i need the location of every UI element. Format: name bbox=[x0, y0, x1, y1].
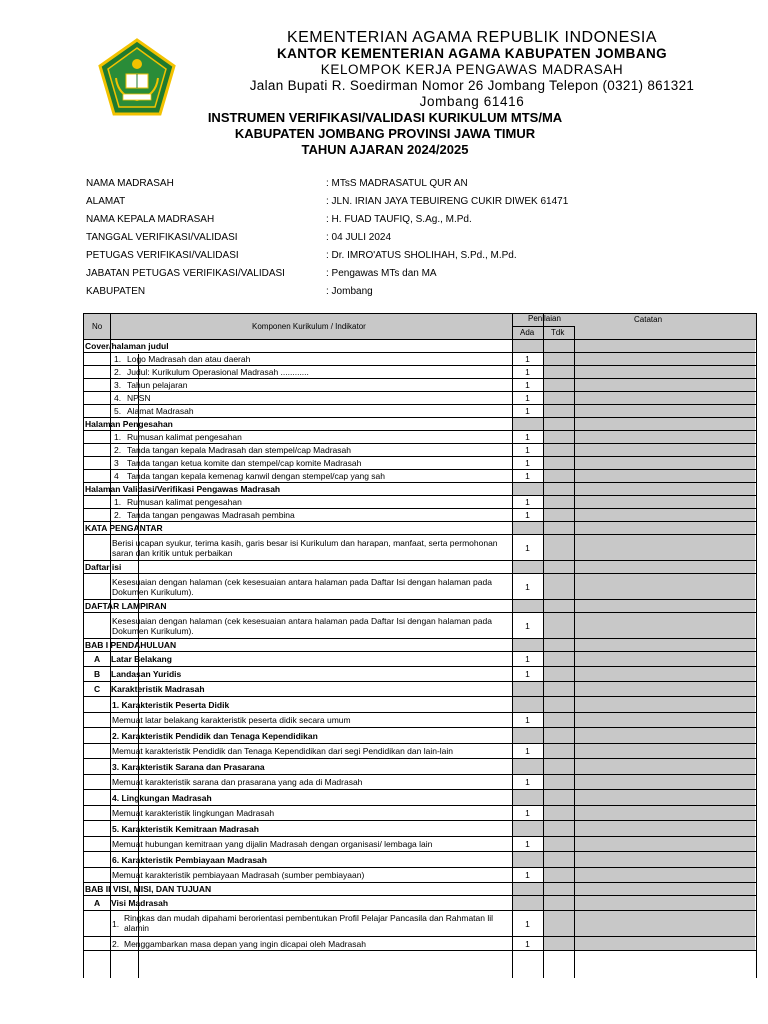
item-letter: A bbox=[94, 654, 101, 664]
item-number: 2. bbox=[114, 367, 122, 377]
score-ada: 1 bbox=[525, 445, 530, 455]
table-row bbox=[84, 728, 756, 744]
item-text: Kesesuaian dengan halaman (cek kesesuaian antara halaman pada Daftar Isi dengan halaman pada Dokumen Kurikulum). bbox=[112, 577, 492, 597]
letterhead bbox=[96, 30, 736, 110]
kop-line-4: Jalan Bupati R. Soedirman Nomor 26 Jombang Telepon (0321) 861321 bbox=[249, 78, 695, 93]
identity-label: PETUGAS VERIFIKASI/VALIDASI bbox=[86, 250, 239, 261]
subsection-title: 5. Karakteristik Kemitraan Madrasah bbox=[112, 824, 259, 834]
score-ada: 1 bbox=[525, 458, 530, 468]
item-letter: A bbox=[94, 898, 101, 908]
identity-row bbox=[86, 232, 686, 250]
table-row bbox=[84, 418, 756, 431]
title-line-3: TAHUN AJARAN 2024/2025 bbox=[301, 142, 469, 157]
score-ada: 1 bbox=[525, 582, 530, 592]
item-number: 4. bbox=[114, 393, 122, 403]
table-row bbox=[84, 574, 756, 600]
header-catatan: Catatan bbox=[634, 315, 663, 324]
item-text: Karakteristik Madrasah bbox=[111, 684, 205, 694]
item-text: NPSN bbox=[127, 393, 151, 403]
item-text: Rumusan kalimat pengesahan bbox=[127, 432, 242, 442]
score-ada: 1 bbox=[525, 715, 530, 725]
identity-label: JABATAN PETUGAS VERIFIKASI/VALIDASI bbox=[86, 268, 285, 279]
identity-value: : Jombang bbox=[326, 286, 373, 297]
table-row bbox=[84, 713, 756, 728]
table-row bbox=[84, 600, 756, 613]
table-row bbox=[84, 790, 756, 806]
score-ada: 1 bbox=[525, 432, 530, 442]
table-row bbox=[84, 444, 756, 457]
table-row bbox=[84, 652, 756, 667]
kop-line-1: KEMENTERIAN AGAMA REPUBLIK INDONESIA bbox=[286, 29, 658, 46]
item-text: Latar Belakang bbox=[111, 654, 172, 664]
grid-line bbox=[110, 314, 111, 978]
item-text: Tanda tangan ketua komite dan stempel/cap komite Madrasah bbox=[127, 458, 362, 468]
item-text: Rumusan kalimat pengesahan bbox=[127, 497, 242, 507]
item-text: Visi Madrasah bbox=[111, 898, 169, 908]
table-row bbox=[84, 667, 756, 682]
identity-value: : Pengawas MTs dan MA bbox=[326, 268, 437, 279]
item-number: 5. bbox=[114, 406, 122, 416]
table-row bbox=[84, 366, 756, 379]
table-row bbox=[84, 775, 756, 790]
table-row bbox=[84, 353, 756, 366]
subsection-title: 2. Karakteristik Pendidik dan Tenaga Kependidikan bbox=[112, 731, 318, 741]
table-row bbox=[84, 837, 756, 852]
title-line-2: KABUPATEN JOMBANG PROVINSI JAWA TIMUR bbox=[234, 126, 536, 141]
score-ada: 1 bbox=[525, 746, 530, 756]
identity-value: : Dr. IMRO'ATUS SHOLIHAH, S.Pd., M.Pd. bbox=[326, 250, 517, 261]
item-text: Logo Madrasah dan atau daerah bbox=[127, 354, 251, 364]
table-row bbox=[84, 392, 756, 405]
subsection-title: 4. Lingkungan Madrasah bbox=[112, 793, 212, 803]
identity-label: TANGGAL VERIFIKASI/VALIDASI bbox=[86, 232, 238, 243]
section-title: KATA PENGANTAR bbox=[85, 523, 163, 533]
table-row bbox=[84, 340, 756, 353]
table-row bbox=[84, 561, 756, 574]
header-ada: Ada bbox=[520, 328, 535, 337]
table-row bbox=[84, 937, 756, 951]
item-number: 1. bbox=[114, 497, 122, 507]
table-row bbox=[84, 883, 756, 896]
table-row bbox=[84, 868, 756, 883]
score-ada: 1 bbox=[525, 380, 530, 390]
item-number: 2. bbox=[112, 939, 120, 949]
item-number: 1. bbox=[112, 919, 120, 929]
header-no: No bbox=[92, 322, 103, 331]
identity-row bbox=[86, 178, 686, 196]
identity-row bbox=[86, 286, 686, 304]
score-ada: 1 bbox=[525, 808, 530, 818]
document-title bbox=[150, 110, 620, 158]
item-text: Tahun pelajaran bbox=[127, 380, 188, 390]
score-ada: 1 bbox=[525, 497, 530, 507]
score-ada: 1 bbox=[525, 939, 530, 949]
grid-line bbox=[512, 314, 513, 978]
score-ada: 1 bbox=[525, 393, 530, 403]
score-ada: 1 bbox=[525, 406, 530, 416]
item-text: Judul: Kurikulum Operasional Madrasah ............ bbox=[127, 367, 309, 377]
subsection-title: 6. Karakteristik Pembiayaan Madrasah bbox=[112, 855, 267, 865]
identity-label: NAMA KEPALA MADRASAH bbox=[86, 214, 215, 225]
identity-value: : H. FUAD TAUFIQ, S.Ag., M.Pd. bbox=[326, 214, 472, 225]
item-text: Berisi ucapan syukur, terima kasih, garis besar isi Kurikulum dan harapan, manfaat, serta permohonan saran dan kritik untuk perbaikan bbox=[112, 538, 498, 558]
table-row bbox=[84, 911, 756, 937]
item-number: 2. bbox=[114, 445, 122, 455]
section-title: BAB I PENDAHULUAN bbox=[85, 640, 177, 650]
table-row bbox=[84, 470, 756, 483]
item-number: 3 bbox=[114, 458, 119, 468]
score-ada: 1 bbox=[525, 777, 530, 787]
header-komponen: Komponen Kurikulum / Indikator bbox=[252, 322, 366, 331]
table-row bbox=[84, 744, 756, 759]
item-text: Tanda tangan kepala Madrasah dan stempel/cap Madrasah bbox=[127, 445, 351, 455]
item-number: 3. bbox=[114, 380, 122, 390]
identity-value: : MTsS MADRASATUL QUR AN bbox=[326, 178, 468, 189]
table-row bbox=[84, 639, 756, 652]
table-row bbox=[84, 509, 756, 522]
score-ada: 1 bbox=[525, 669, 530, 679]
score-ada: 1 bbox=[525, 870, 530, 880]
table-row bbox=[84, 682, 756, 697]
section-title: Daftar isi bbox=[85, 562, 122, 572]
score-ada: 1 bbox=[525, 543, 530, 553]
section-title: Halaman Validasi/Verifikasi Pengawas Madrasah bbox=[85, 484, 281, 494]
subsection-title: 1. Karakteristik Peserta Didik bbox=[112, 700, 230, 710]
item-text: Memuat karakteristik Pendidik dan Tenaga Kependidikan dari segi Pendidikan dan lain-lain bbox=[112, 746, 454, 756]
item-number: 1. bbox=[114, 432, 122, 442]
identity-row bbox=[86, 250, 686, 268]
item-text: Landasan Yuridis bbox=[111, 669, 182, 679]
identity-value: : 04 JULI 2024 bbox=[326, 232, 392, 243]
grid-line bbox=[138, 354, 139, 978]
score-ada: 1 bbox=[525, 471, 530, 481]
identity-label: KABUPATEN bbox=[86, 286, 146, 297]
item-text: Tanda tangan pengawas Madrasah pembina bbox=[127, 510, 295, 520]
table-row bbox=[84, 457, 756, 470]
subsection-title: 3. Karakteristik Sarana dan Prasarana bbox=[112, 762, 265, 772]
score-ada: 1 bbox=[525, 919, 530, 929]
header-penilaian: Penilaian bbox=[528, 314, 561, 323]
table-row bbox=[84, 821, 756, 837]
header-tdk: Tdk bbox=[551, 328, 565, 337]
table-row bbox=[84, 759, 756, 775]
table-row bbox=[84, 431, 756, 444]
identity-row bbox=[86, 196, 686, 214]
item-text: Memuat karakteristik sarana dan prasarana yang ada di Madrasah bbox=[112, 777, 363, 787]
item-text: Memuat latar belakang karakteristik peserta didik secara umum bbox=[112, 715, 351, 725]
identity-label: NAMA MADRASAH bbox=[86, 178, 174, 189]
item-text: Kesesuaian dengan halaman (cek kesesuaian antara halaman pada Daftar Isi dengan halaman pada Dokumen Kurikulum). bbox=[112, 616, 492, 636]
table-row bbox=[84, 379, 756, 392]
section-title: BAB II VISI, MISI, DAN TUJUAN bbox=[85, 884, 212, 894]
item-text: Memuat hubungan kemitraan yang dijalin Madrasah dengan organisasi/ lembaga lain bbox=[112, 839, 433, 849]
item-text: Menggambarkan masa depan yang ingin dicapai oleh Madrasah bbox=[124, 939, 366, 949]
kop-line-3: KELOMPOK KERJA PENGAWAS MADRASAH bbox=[320, 62, 624, 77]
grid-line bbox=[543, 314, 544, 978]
item-letter: B bbox=[94, 669, 101, 679]
identity-label: ALAMAT bbox=[86, 196, 126, 207]
item-text: Memuat karakteristik pembiayaan Madrasah (sumber pembiayaan) bbox=[112, 870, 365, 880]
section-title: Cover/halaman judul bbox=[85, 341, 169, 351]
item-text: Tanda tangan kepala kemenag kanwil dengan stempel/cap yang sah bbox=[127, 471, 386, 481]
item-text: Alamat Madrasah bbox=[127, 406, 194, 416]
table-row bbox=[84, 613, 756, 639]
score-ada: 1 bbox=[525, 354, 530, 364]
item-number: 1. bbox=[114, 354, 122, 364]
table-row bbox=[84, 806, 756, 821]
kemenag-logo-icon bbox=[96, 38, 178, 118]
score-ada: 1 bbox=[525, 621, 530, 631]
item-letter: C bbox=[94, 684, 101, 694]
item-text: Ringkas dan mudah dipahami berorientasi pembentukan Profil Pelajar Pancasila dan Rahmatan lil alamin bbox=[124, 913, 494, 933]
table-row bbox=[84, 896, 756, 911]
score-ada: 1 bbox=[525, 839, 530, 849]
table-row bbox=[84, 496, 756, 509]
grid-line bbox=[574, 326, 575, 978]
identity-row bbox=[86, 214, 686, 232]
item-number: 2. bbox=[114, 510, 122, 520]
section-title: Halaman Pengesahan bbox=[85, 419, 173, 429]
table-row bbox=[84, 852, 756, 868]
kop-line-5: Jombang 61416 bbox=[419, 94, 525, 109]
table-header bbox=[84, 314, 756, 340]
kop-line-2: KANTOR KEMENTERIAN AGAMA KABUPATEN JOMBANG bbox=[276, 46, 668, 61]
table-row bbox=[84, 522, 756, 535]
verification-table bbox=[83, 313, 757, 978]
section-title: DAFTAR LAMPIRAN bbox=[85, 601, 167, 611]
item-text: Memuat karakteristik lingkungan Madrasah bbox=[112, 808, 275, 818]
item-number: 4 bbox=[114, 471, 119, 481]
identity-value: : JLN. IRIAN JAYA TEBUIRENG CUKIR DIWEK 61471 bbox=[326, 196, 569, 207]
table-row bbox=[84, 483, 756, 496]
title-line-1: INSTRUMEN VERIFIKASI/VALIDASI KURIKULUM MTS/MA bbox=[207, 110, 563, 125]
identity-row bbox=[86, 268, 686, 286]
score-ada: 1 bbox=[525, 510, 530, 520]
score-ada: 1 bbox=[525, 367, 530, 377]
table-row bbox=[84, 697, 756, 713]
table-row bbox=[84, 405, 756, 418]
table-row bbox=[84, 535, 756, 561]
identity-block bbox=[86, 178, 686, 304]
score-ada: 1 bbox=[525, 654, 530, 664]
